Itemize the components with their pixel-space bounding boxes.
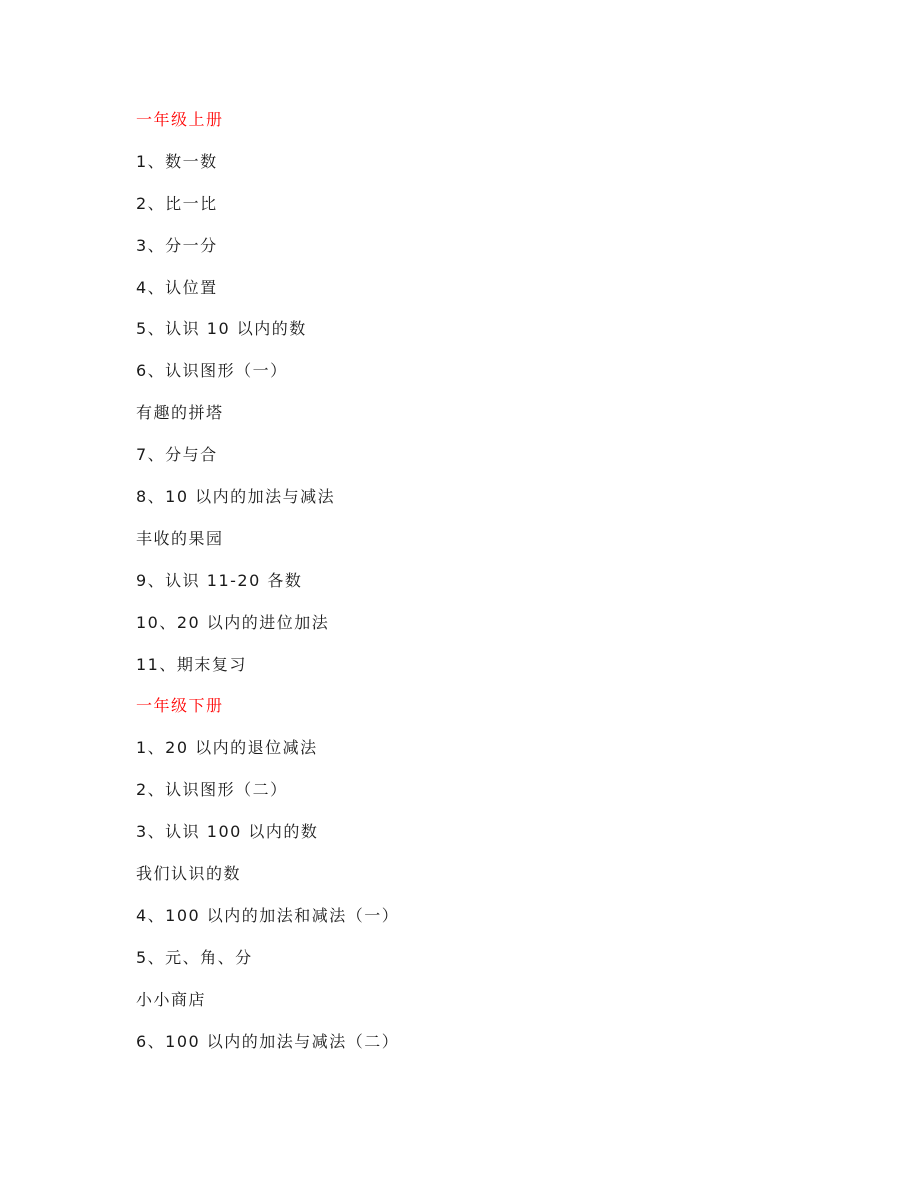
list-item: 小小商店 (136, 989, 207, 1009)
list-item: 10、20 以内的进位加法 (136, 612, 330, 632)
list-item: 我们认识的数 (136, 864, 242, 884)
list-item: 5、认识 10 以内的数 (136, 319, 307, 339)
list-item: 有趣的拼塔 (136, 403, 224, 423)
list-item: 2、认识图形（二） (136, 780, 288, 800)
section-heading: 一年级上册 (136, 110, 224, 129)
list-item: 6、100 以内的加法与减法（二） (136, 1031, 400, 1051)
list-item: 4、100 以内的加法和减法（一） (136, 905, 400, 925)
list-item: 3、分一分 (136, 235, 218, 255)
list-item: 8、10 以内的加法与减法 (136, 487, 336, 507)
list-item: 丰收的果园 (136, 528, 224, 548)
list-item: 11、期末复习 (136, 654, 247, 674)
list-item: 6、认识图形（一） (136, 361, 288, 381)
list-item: 1、数一数 (136, 151, 218, 171)
list-item: 9、认识 11-20 各数 (136, 570, 303, 590)
list-item: 3、认识 100 以内的数 (136, 822, 319, 842)
list-item: 5、元、角、分 (136, 947, 253, 967)
table-of-contents (136, 107, 399, 1070)
section-heading: 一年级下册 (136, 696, 224, 716)
list-item: 1、20 以内的退位减法 (136, 738, 318, 758)
list-item: 4、认位置 (136, 277, 218, 297)
list-item: 2、比一比 (136, 193, 218, 213)
list-item: 7、分与合 (136, 445, 218, 465)
